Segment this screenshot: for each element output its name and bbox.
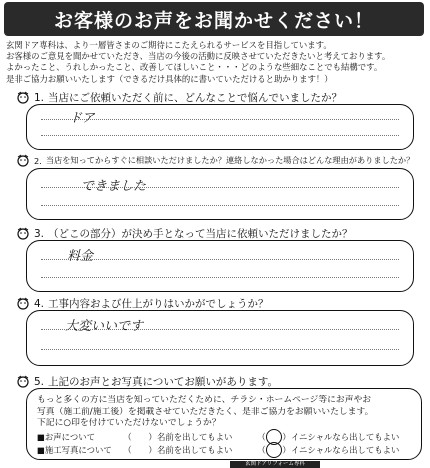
consent-row-label: ■施工写真について	[37, 445, 112, 455]
face-doodle-icon	[16, 154, 30, 167]
intro-line: 是非ご協力お願いいたします（できるだけ具体的に書いていただけると助かります！）	[6, 73, 333, 84]
question-3	[16, 226, 424, 241]
consent-checkbox-initial[interactable]: （ ）	[257, 431, 291, 442]
face-doodle-icon	[16, 91, 30, 104]
intro-line: 玄関ドア専科は、より一層皆さまのご期待にこたえられるサービスを目指しています。	[6, 40, 332, 50]
question-text: 上記のお声とお写真についてお願いがあります。	[48, 376, 278, 388]
answer-box-1[interactable]	[26, 104, 414, 150]
consent-row-label: ■お声について	[37, 431, 95, 442]
question-1	[16, 90, 424, 105]
consent-checkbox-initial[interactable]: （ ）	[257, 445, 291, 455]
question-number: 4.	[34, 297, 45, 310]
header-banner	[4, 2, 424, 36]
consent-option-name: 名前を出してもよい	[157, 445, 233, 455]
consent-row-photo	[37, 445, 411, 457]
question-number: 2.	[34, 155, 42, 166]
consent-box	[26, 388, 422, 460]
answer-box-3[interactable]	[26, 240, 414, 292]
consent-checkbox-name[interactable]: （ ）	[123, 431, 157, 442]
handwritten-answer: 大変いいです	[65, 319, 144, 334]
footer-brand: 玄関ドアリフォーム専科	[230, 461, 320, 468]
face-doodle-icon	[16, 227, 30, 240]
answer-box-2[interactable]	[26, 168, 414, 220]
question-4	[16, 296, 424, 311]
consent-option-name: 名前を出してもよい	[157, 431, 233, 442]
consent-text-line: 写真（施工前/施工後）を掲載させていただきたく、是非ご協力をお願いいたします。	[37, 406, 374, 417]
consent-text-line: もっと多くの方に当店を知っていただくために、チラシ・ホームページ等にお声やお	[37, 395, 372, 405]
question-number: 3.	[34, 227, 45, 240]
consent-text-line: 下記に○印を付けていただけないでしょうか？	[37, 418, 221, 428]
consent-option-initial: イニシャルなら出してもよい	[291, 445, 400, 455]
face-doodle-icon	[16, 297, 30, 310]
question-2	[16, 154, 424, 167]
intro-line: よかったこと、うれしかったこと、改善してほしいこと・・・どのような些細なことでも結構です。	[6, 62, 383, 73]
consent-option-initial: イニシャルなら出してもよい	[291, 431, 400, 442]
question-text: 当店にご依頼いただく前に、どんなことで悩んでいましたか？	[48, 92, 343, 104]
consent-checkbox-name[interactable]: （ ）	[123, 445, 157, 455]
handwritten-answer: ドア	[69, 111, 95, 126]
handwritten-answer: 料金	[67, 249, 94, 264]
consent-row-voice	[37, 432, 411, 444]
intro-text	[6, 40, 424, 85]
question-number: 5.	[34, 375, 45, 388]
answer-box-4[interactable]	[26, 310, 414, 366]
page-title: お客様のお声をお聞かせください！	[53, 9, 374, 32]
question-number: 1.	[34, 91, 45, 104]
intro-line: お客様のご意見を聞かせていただき、当店の今後の活動に反映させていただきたいと考えております。	[6, 51, 391, 62]
question-5	[16, 374, 424, 389]
handwritten-answer: できました	[81, 179, 147, 194]
question-text: 当店を知ってからすぐに相談いただけましたか？連絡しなかった場合はどんな理由がありましたか？	[45, 155, 415, 165]
question-text: 工事内容および仕上がりはいかがでしょうか？	[48, 298, 269, 310]
face-doodle-icon	[16, 375, 30, 388]
question-text: （どこの部分）が決め手となって当店に依頼いただけましたか？	[48, 228, 353, 240]
